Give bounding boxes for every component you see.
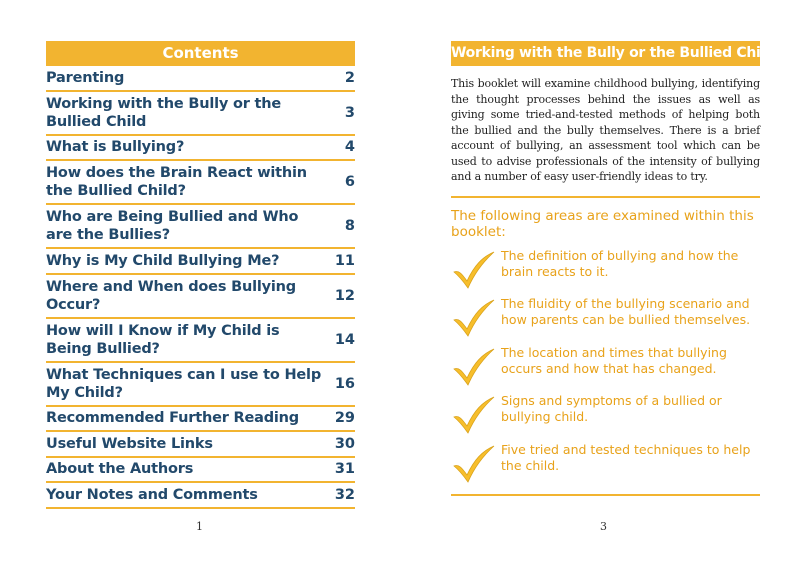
- toc-title: How will I Know if My Child is Being Bullied?: [46, 322, 280, 357]
- areas-checklist: [451, 248, 760, 491]
- toc-page-number: 30: [334, 435, 355, 452]
- left-page-number: 1: [196, 520, 203, 533]
- contents-title: Contents: [46, 41, 355, 66]
- toc-title: What Techniques can I use to Help My Child?: [46, 366, 321, 401]
- checkmark-icon: [451, 250, 497, 290]
- section-panel: [451, 41, 775, 496]
- toc-page-number: 14: [334, 331, 355, 348]
- contents-panel: [46, 41, 355, 509]
- checklist-item: [451, 296, 760, 345]
- toc-title: About the Authors: [46, 461, 194, 478]
- toc-page-number: 11: [334, 252, 355, 269]
- toc-title: What is Bullying?: [46, 139, 185, 156]
- contents-list: [46, 66, 355, 509]
- checklist-item-text: The fluidity of the bullying scenario and how parents can be bullied themselves.: [501, 296, 751, 327]
- checkmark-icon: [451, 347, 497, 387]
- toc-title: Where and When does Bullying Occur?: [46, 278, 296, 313]
- toc-page-number: 3: [344, 104, 355, 121]
- areas-heading: The following areas are examined within this booklet:: [451, 207, 754, 240]
- checklist-item-text: Signs and symptoms of a bullied or bullying child.: [501, 393, 722, 424]
- toc-row[interactable]: [46, 458, 355, 484]
- toc-row[interactable]: [46, 432, 355, 458]
- checkmark-icon: [451, 298, 497, 338]
- toc-page-number: 31: [334, 461, 355, 478]
- toc-page-number: 8: [344, 218, 355, 234]
- toc-page-number: 29: [334, 410, 355, 427]
- toc-page-number: 2: [344, 69, 355, 86]
- divider: [451, 196, 760, 198]
- checklist-item: [451, 345, 760, 394]
- toc-row[interactable]: [46, 161, 355, 205]
- toc-title: Parenting: [46, 69, 125, 86]
- toc-row[interactable]: [46, 205, 355, 249]
- toc-row[interactable]: [46, 275, 355, 319]
- checkmark-icon: [451, 395, 497, 435]
- right-page-number: 3: [600, 520, 607, 533]
- section-title: Working with the Bully or the Bullied Child: [451, 41, 760, 66]
- toc-title: Useful Website Links: [46, 435, 213, 452]
- toc-title: Who are Being Bullied and Who are the Bullies?: [46, 209, 299, 243]
- toc-page-number: 32: [334, 486, 355, 503]
- checklist-item: [451, 393, 760, 442]
- toc-row[interactable]: [46, 92, 355, 136]
- toc-page-number: 12: [334, 287, 355, 304]
- toc-title: Your Notes and Comments: [46, 486, 258, 503]
- toc-page-number: 4: [344, 139, 355, 156]
- toc-row[interactable]: [46, 136, 355, 162]
- checklist-item: [451, 442, 760, 491]
- toc-title: Why is My Child Bullying Me?: [46, 252, 280, 269]
- toc-page-number: 6: [344, 174, 355, 190]
- toc-title: How does the Brain React within the Bullied Child?: [46, 165, 307, 199]
- checklist-item: [451, 248, 760, 297]
- checklist-item-text: The location and times that bullying occurs and how that has changed.: [501, 344, 727, 376]
- toc-page-number: 16: [334, 375, 355, 392]
- toc-row[interactable]: [46, 407, 355, 433]
- toc-title: Working with the Bully or the Bullied Child: [46, 95, 282, 130]
- toc-row[interactable]: [46, 363, 355, 407]
- checkmark-icon: [451, 444, 497, 484]
- toc-title: Recommended Further Reading: [46, 410, 299, 427]
- toc-row[interactable]: [46, 319, 355, 363]
- toc-row[interactable]: [46, 483, 355, 509]
- checklist-item-text: Five tried and tested techniques to help the child.: [501, 441, 751, 473]
- checklist-item-text: The definition of bullying and how the brain reacts to it.: [501, 247, 739, 279]
- toc-row[interactable]: [46, 66, 355, 92]
- divider: [451, 494, 760, 496]
- intro-paragraph: This booklet will examine childhood bullying, identifying the thought processes behind the issues as well as giving some tried-and-tested methods of helping both the bullied and the bully themselves. There is a brief account of bullying, an assessment tool which can be used to advise professionals of the intensity of bullying and a number of easy user-friendly ideas to try.: [451, 77, 760, 183]
- toc-row[interactable]: [46, 249, 355, 275]
